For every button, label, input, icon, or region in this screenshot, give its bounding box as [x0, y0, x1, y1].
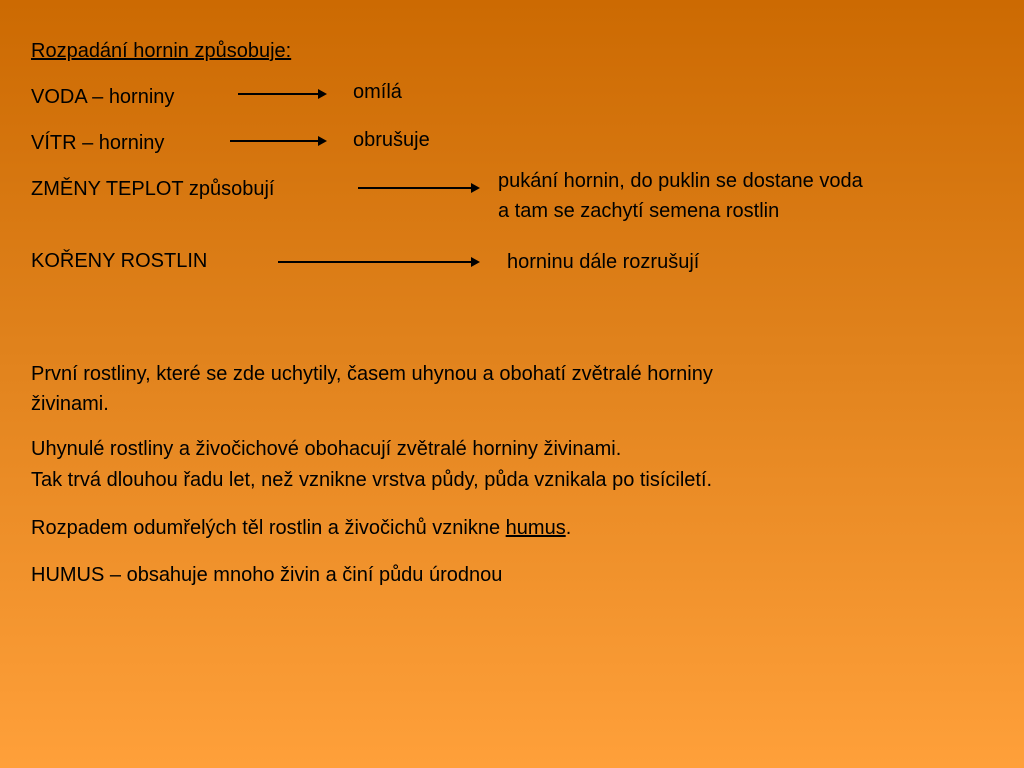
- row-label-voda: VODA – horniny: [31, 86, 175, 108]
- row-label-koreny: KOŘENY ROSTLIN: [31, 250, 208, 272]
- arrow-koreny: [278, 261, 477, 263]
- arrow-zmeny-teplot: [358, 187, 477, 189]
- row-label-zmeny-teplot: ZMĚNY TEPLOT způsobují: [31, 178, 275, 200]
- row-label-vitr: VÍTR – horniny: [31, 132, 165, 154]
- arrow-voda: [238, 93, 324, 95]
- row-result-zmeny-teplot-1: pukání hornin, do puklin se dostane voda: [498, 170, 863, 192]
- paragraph-3-text: Rozpadem odumřelých těl rostlin a živočichů vznikne: [31, 517, 506, 539]
- paragraph-3: [31, 513, 571, 543]
- paragraph-2-line-2: Tak trvá dlouhou řadu let, než vznikne vrstva půdy, půda vznikala po tisíciletí.: [31, 469, 713, 491]
- paragraph-3-period: .: [565, 517, 572, 539]
- paragraph-1-line-2: živinami.: [31, 393, 109, 415]
- row-result-voda: omílá: [353, 81, 402, 103]
- row-result-vitr: obrušuje: [353, 129, 430, 151]
- row-result-zmeny-teplot-2: a tam se zachytí semena rostlin: [498, 200, 780, 222]
- arrow-vitr: [230, 140, 324, 142]
- paragraph-1-line-1: První rostliny, které se zde uchytily, časem uhynou a obohatí zvětralé horniny: [31, 363, 713, 385]
- heading: Rozpadání hornin způsobuje:: [31, 40, 292, 62]
- row-result-koreny: horninu dále rozrušují: [507, 251, 700, 273]
- paragraph-4: HUMUS – obsahuje mnoho živin a činí půdu úrodnou: [31, 564, 503, 586]
- humus-link[interactable]: humus: [505, 517, 566, 539]
- paragraph-2-line-1: Uhynulé rostliny a živočichové obohacují zvětralé horniny živinami.: [31, 438, 622, 460]
